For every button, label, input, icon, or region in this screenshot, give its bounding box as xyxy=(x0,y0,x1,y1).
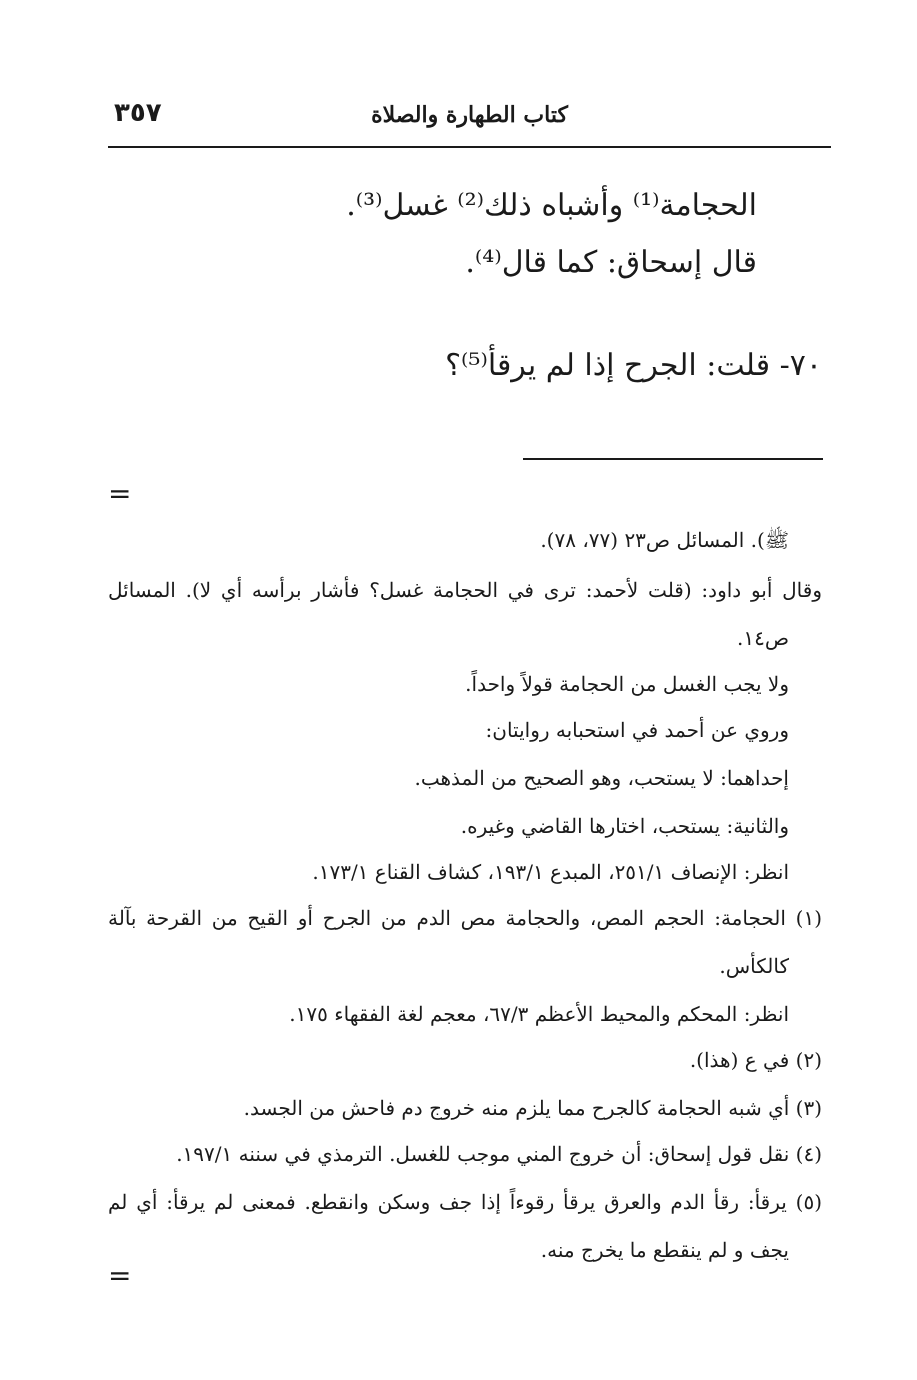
main-text-line-2: قال إسحاق: كما قال⁽⁴⁾. xyxy=(465,245,757,280)
continuation-mark-bottom: = xyxy=(108,1259,132,1292)
footnote-1: (١) الحجامة: الحجم المص، والحجامة مص الدم من الجرح أو القيح من القرحة بآلة xyxy=(108,906,822,930)
footnote-line: ﷺ). المسائل ص٢٣ (٧٧، ٧٨). xyxy=(540,528,789,552)
page-header xyxy=(108,96,831,148)
footnote-line: وقال أبو داود: (قلت لأحمد: ترى في الحجامة غسل؟ فأشار برأسه أي لا). المسائل xyxy=(108,578,822,602)
footnote-line: ولا يجب الغسل من الحجامة قولاً واحداً. xyxy=(465,672,789,696)
running-title: كتاب الطهارة والصلاة xyxy=(371,102,568,128)
main-text-line-1: الحجامة⁽¹⁾ وأشباه ذلك⁽²⁾ غسل⁽³⁾. xyxy=(346,188,757,223)
footnote-line: انظر: المحكم والمحيط الأعظم ٦٧/٣، معجم لغة الفقهاء ١٧٥. xyxy=(289,1002,789,1026)
footnote-3: (٣) أي شبه الحجامة كالجرح مما يلزم منه خروج دم فاحش من الجسد. xyxy=(243,1096,822,1120)
footnote-divider xyxy=(523,458,823,460)
footnote-line: والثانية: يستحب، اختارها القاضي وغيره. xyxy=(460,814,789,838)
footnote-line: إحداهما: لا يستحب، وهو الصحيح من المذهب. xyxy=(414,766,789,790)
footnote-line: وروي عن أحمد في استحبابه روايتان: xyxy=(485,718,789,742)
page-number: ٣٥٧ xyxy=(114,98,162,128)
question-70: ٧٠- قلت: الجرح إذا لم يرقأ⁽⁵⁾؟ xyxy=(445,348,822,383)
continuation-mark-top: = xyxy=(108,477,132,510)
footnote-line: انظر: الإنصاف ٢٥١/١، المبدع ١٩٣/١، كشاف القناع ١٧٣/١. xyxy=(312,860,789,884)
footnote-line: كالكأس. xyxy=(719,954,789,978)
footnote-line: ص١٤. xyxy=(736,626,789,650)
footnote-4: (٤) نقل قول إسحاق: أن خروج المني موجب للغسل. الترمذي في سننه ١٩٧/١. xyxy=(176,1142,822,1166)
footnote-line: يجف و لم ينقطع ما يخرج منه. xyxy=(540,1238,789,1262)
footnote-2: (٢) في ع (هذا). xyxy=(689,1048,822,1072)
footnote-5: (٥) يرقأ: رقأ الدم والعرق يرقأ رقوءاً إذا جف وسكن وانقطع. فمعنى لم يرقأ: أي لم xyxy=(108,1190,822,1214)
